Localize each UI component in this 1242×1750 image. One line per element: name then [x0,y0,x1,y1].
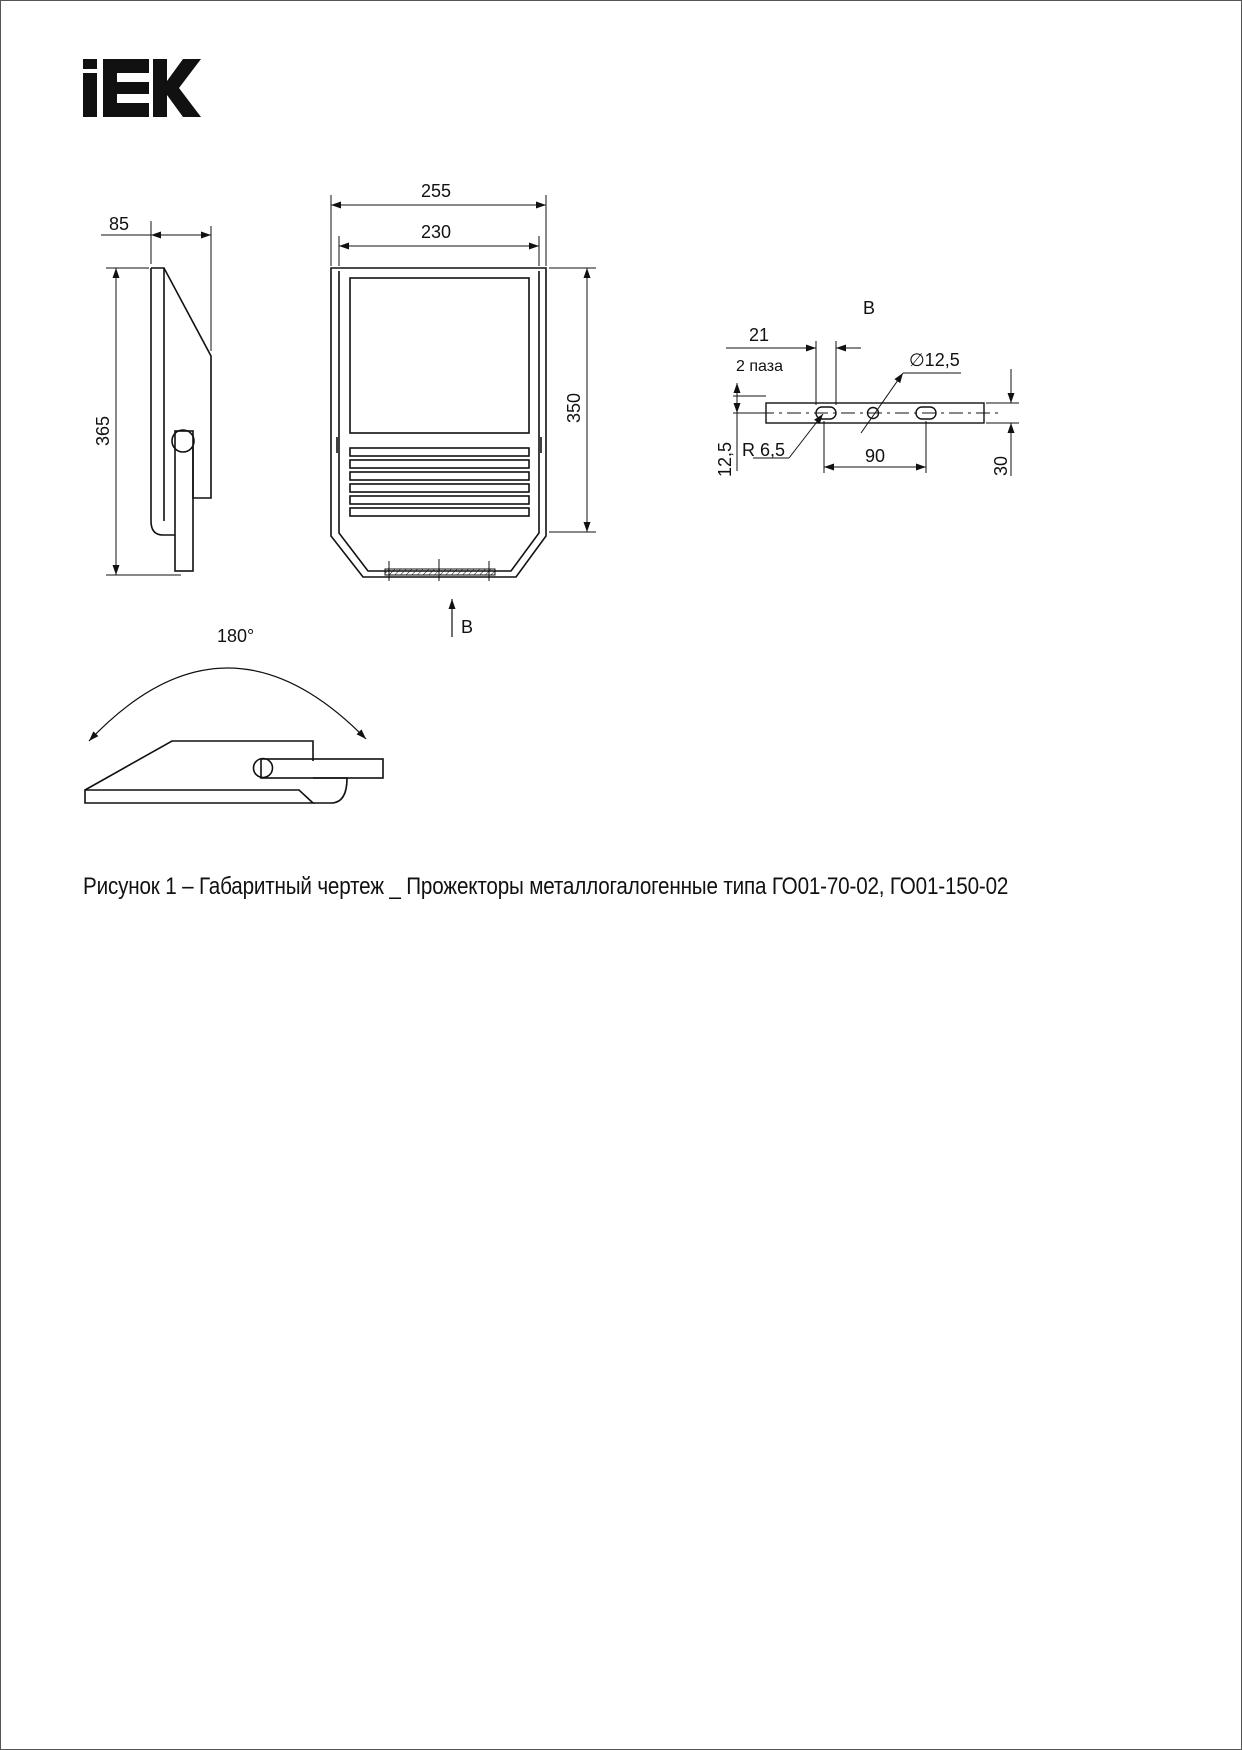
dim-front-inner-width: 230 [421,222,452,242]
dim-hole-diameter: ∅12,5 [909,350,960,370]
view-arrow-label: B [461,617,474,637]
dim-front-height: 350 [564,392,584,423]
dim-front-outer-width: 255 [421,181,452,201]
front-view [331,195,596,637]
view-b-label: B [863,298,876,318]
dimension-drawing [1,1,1242,861]
dim-slot-distance: 21 [749,325,770,345]
dim-slot-offset: 12,5 [715,441,735,477]
dim-hole-spacing: 90 [865,446,886,466]
dim-slot-count: 2 паза [736,358,783,375]
dim-bracket-width: 30 [991,455,1011,476]
rotation-angle: 180° [217,626,255,646]
dim-side-depth: 85 [109,214,130,234]
figure-caption: Рисунок 1 – Габаритный чертеж _ Прожекторы металлогалогенные типа ГО01-70-02, ГО01-150-02 [83,873,1009,900]
dim-slot-radius: R 6,5 [742,440,786,460]
side-view [101,221,211,575]
rotation-view [85,668,383,803]
dim-side-height: 365 [93,415,113,446]
